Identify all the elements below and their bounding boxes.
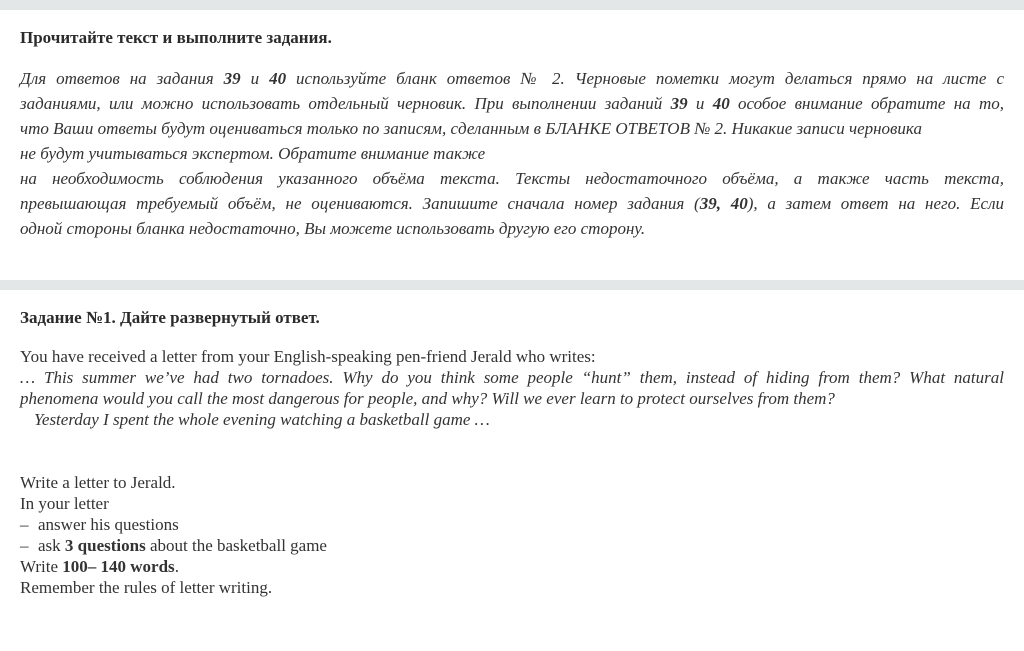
instructions-line-5: на необходимость соблюдения указанного объёма текста. Тексты недостаточного объёма, а также часть текста, xyxy=(20,169,1004,188)
instructions-heading: Прочитайте текст и выполните задания. xyxy=(20,28,332,47)
task-section xyxy=(0,290,1024,598)
letter-quote xyxy=(20,367,1004,430)
section-divider xyxy=(0,280,1024,290)
top-band xyxy=(0,0,1024,10)
requirement-item: – ask 3 questions about the basketball game xyxy=(20,536,327,555)
dash-marker: – xyxy=(20,515,29,534)
requirement-item xyxy=(20,514,1004,535)
instructions-line-4: не будут учитываться экспертом. Обратите внимание также xyxy=(20,144,486,163)
word-count: 100– 140 words xyxy=(62,557,175,576)
letter-intro: You have received a letter from your English-speaking pen-friend Jerald who writes: xyxy=(20,347,596,366)
requirement-answer: answer his questions xyxy=(38,515,179,534)
quote-line-3: Yesterday I spent the whole evening watching a basketball game … xyxy=(34,410,490,429)
remember-line: Remember the rules of letter writing. xyxy=(20,578,273,597)
instructions-line-6: превышающая требуемый объём, не оцениваются. Запишите сначала номер задания (39, 40), а затем ответ на него. Если xyxy=(20,194,1004,213)
instructions-line-1: Для ответов на задания 39 и 40 используйте бланк ответов № 2. Черновые пометки могут делаться прямо на листе с xyxy=(20,69,1004,88)
questions-count: 3 questions xyxy=(64,536,146,555)
word-count-line: Write 100– 140 words. xyxy=(20,557,179,576)
task-heading: Задание №1. Дайте развернутый ответ. xyxy=(20,308,320,327)
in-your-letter-line: In your letter xyxy=(20,494,109,513)
instructions-line-2: заданиями, или можно использовать отдельный черновик. При выполнении заданий 39 и 40 особое внимание обратите на то, xyxy=(20,94,1005,113)
quote-line-1: … This summer we’ve had two tornadoes. Why do you think some people “hunt” them, instead of hiding from them? What natural xyxy=(20,368,1004,387)
instructions-line-3: что Ваши ответы будут оцениваться только по записям, сделанным в БЛАНКЕ ОТВЕТОВ № 2. Никакие записи черновика xyxy=(20,119,922,138)
instructions-text xyxy=(20,66,1004,241)
task-requirements xyxy=(20,472,1004,598)
dash-marker: – xyxy=(20,536,29,555)
quote-line-2: phenomena would you call the most dangerous for people, and why? Will we ever learn to protect ourselves from them? xyxy=(20,389,835,408)
instructions-line-7: одной стороны бланка недостаточно, Вы можете использовать другую его сторону. xyxy=(20,219,646,238)
instructions-section xyxy=(0,10,1024,280)
write-letter-line: Write a letter to Jerald. xyxy=(20,473,176,492)
